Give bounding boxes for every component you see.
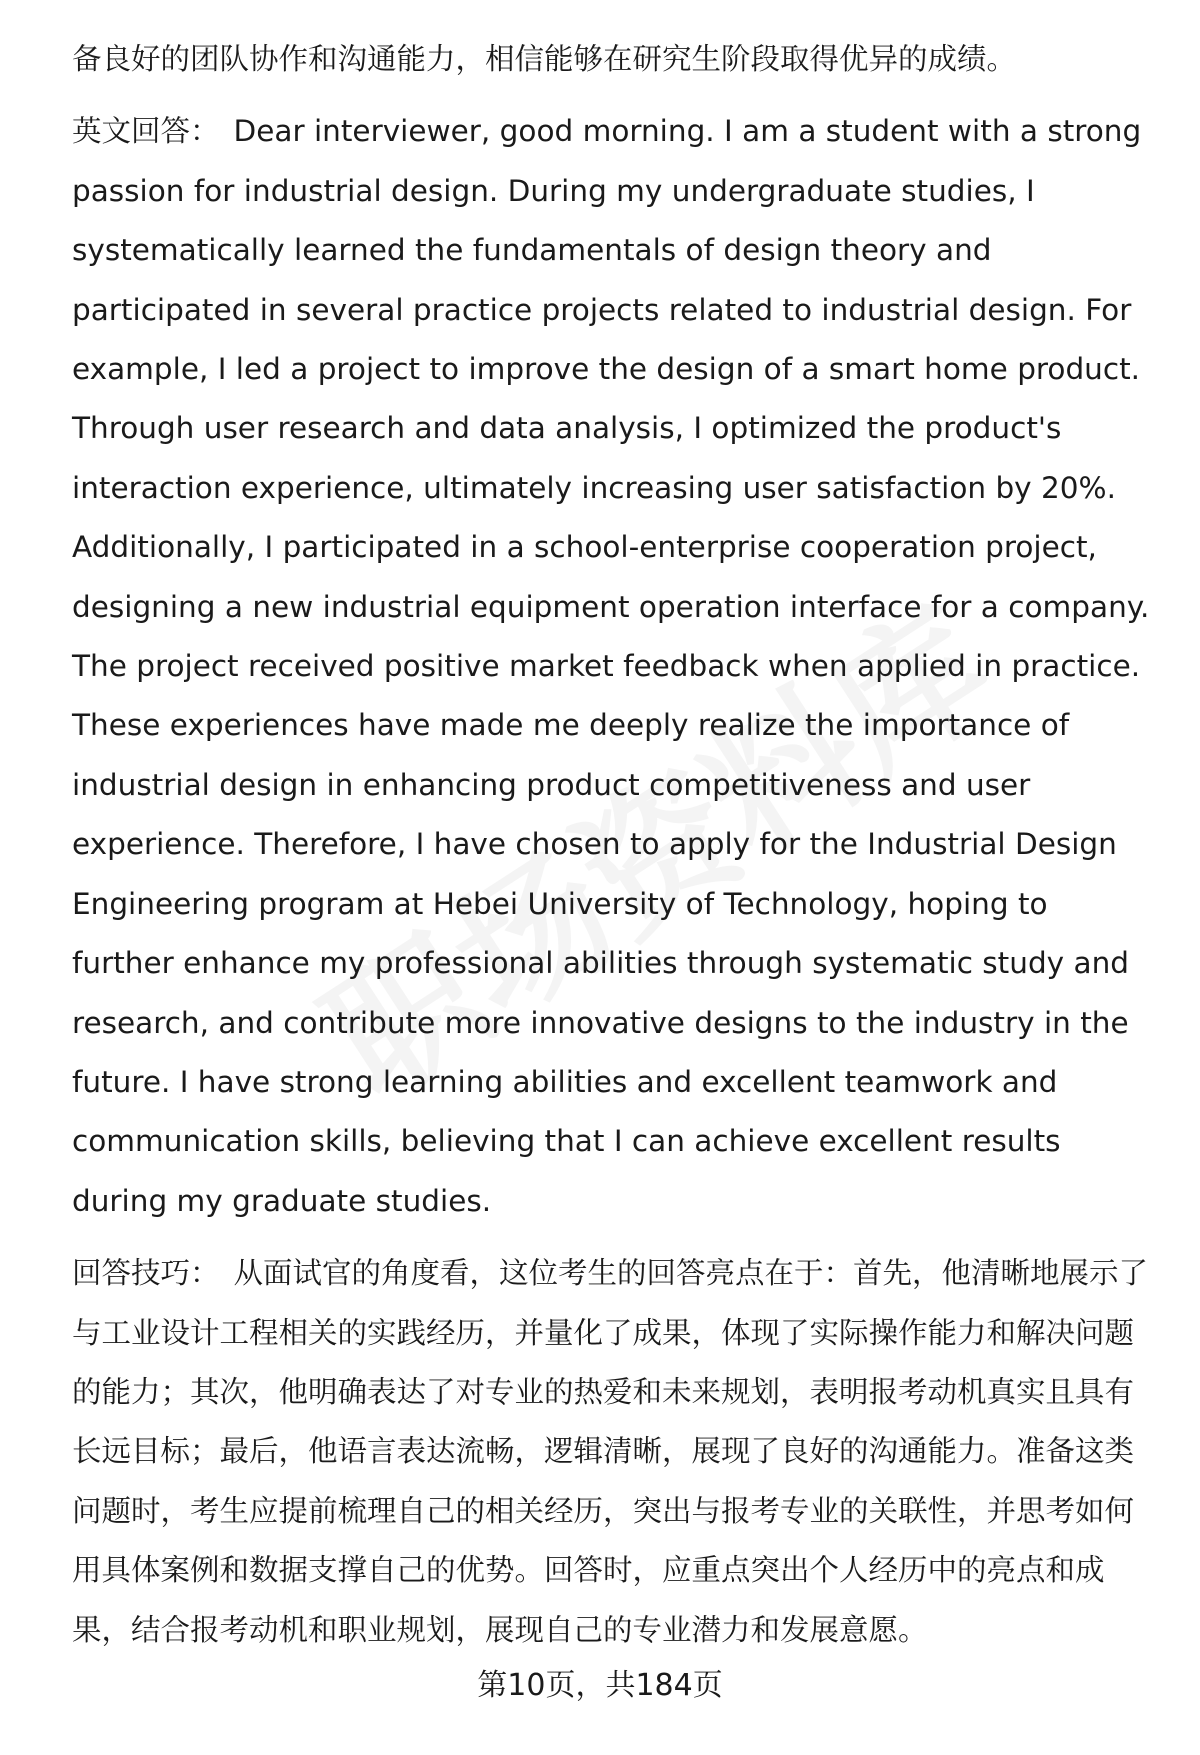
page-content [72, 30, 1152, 1660]
answer-tips-text: 从面试官的角度看，这位考生的回答亮点在于：首先，他清晰地展示了与工业设计工程相关的实践经历，并量化了成果，体现了实际操作能力和解决问题的能力；其次，他明确表达了对专业的热爱和未来规划，表明报考动机真实且具有长远目标；最后，他语言表达流畅，逻辑清晰，展现了良好的沟通能力。准备这类问题时，考生应提前梳理自己的相关经历，突出与报考专业的关联性，并思考如何用具体案例和数据支撑自己的优势。回答时，应重点突出个人经历中的亮点和成果，结合报考动机和职业规划，展现自己的专业潜力和发展意愿。 [72, 1256, 1149, 1647]
english-answer-text: Dear interviewer, good morning. I am a student with a strong passion for industrial design. During my undergraduate studies, I systematically learned the fundamentals of design theory and participated in several practice projects related to industrial design. For example, I led a project to improve the design of a smart home product. Through user research and data analysis, I optimized the product's interaction experience, ultimately increasing user satisfaction by 20%. Additionally, I participated in a school-enterprise cooperation project, designing a new industrial equipment operation interface for a company. The project received positive market feedback when applied in practice. These experiences have made me deeply realize the importance of industrial design in enhancing product competitiveness and user experience. Therefore, I have chosen to apply for the Industrial Design Engineering program at Hebei University of Technology, hoping to further enhance my professional abilities through systematic study and research, and contribute more innovative designs to the industry in the future. I have strong learning abilities and excellent teamwork and communication skills, believing that I can achieve excellent results during my graduate studies. [72, 114, 1150, 1218]
intro-tail-paragraph: 备良好的团队协作和沟通能力，相信能够在研究生阶段取得优异的成绩。 [72, 42, 1017, 76]
english-answer-label: 英文回答： [72, 114, 220, 149]
english-answer-paragraph [72, 102, 1152, 1231]
answer-tips-label: 回答技巧： [72, 1256, 220, 1291]
answer-tips-paragraph [72, 1244, 1152, 1660]
page-number: 第10页，共184页 [477, 1668, 723, 1703]
